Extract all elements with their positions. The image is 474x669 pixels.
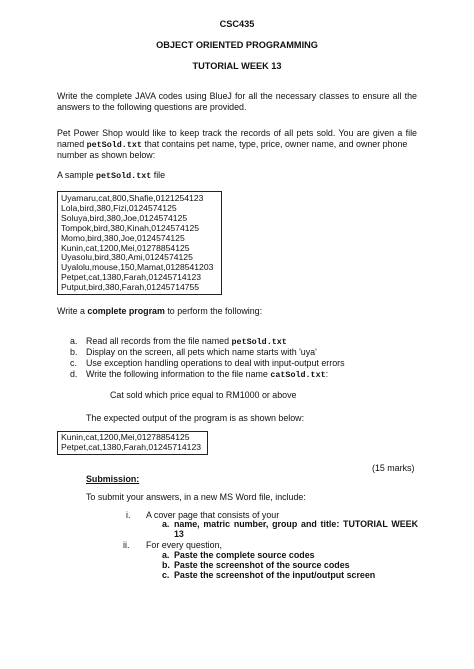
sample-label: A sample petSold.txt file [57, 170, 166, 181]
record-line: Kunin,cat,1200,Mei,01278854125 [61, 432, 190, 442]
course-code: CSC435 [219, 19, 255, 29]
task-item-letter: c. [70, 358, 77, 368]
submission-ii-letter: b. [162, 560, 170, 570]
task-item-c: Use exception handling operations to deal with input-output errors [86, 358, 345, 368]
submission-i-a-line1: name, matric number, group and title: TUTORIAL WEEK [174, 519, 418, 529]
submission-i-a-letter: a. [162, 519, 170, 529]
record-line: Momo,bird,380,Joe,0124574125 [61, 232, 185, 243]
submission-ii-item-b: Paste the screenshot of the source codes [174, 560, 350, 570]
sample-records-box [57, 191, 222, 295]
submission-ii-text: For every question, [146, 540, 222, 550]
intro-line-2: answers to the following questions are provided. [57, 102, 247, 112]
task-item-a: Read all records from the file named petSold.txt [86, 336, 287, 347]
task-item-letter: d. [70, 369, 78, 379]
file-name: petSold.txt [86, 140, 142, 150]
record-line: Soluya,bird,380,Joe,0124574125 [61, 212, 188, 223]
task-intro: Write a complete program to perform the following: [57, 306, 263, 316]
submission-i-num: i. [126, 510, 131, 520]
task-item-d: Write the following information to the file name catSold.txt: [86, 369, 329, 380]
record-line: Petpet,cat,1380,Farah,01245714123 [61, 272, 202, 283]
subject-title: OBJECT ORIENTED PROGRAMMING [156, 40, 318, 50]
submission-ii-item-a: Paste the complete source codes [174, 550, 315, 560]
submission-intro: To submit your answers, in a new MS Word file, include: [86, 492, 306, 502]
expected-label: The expected output of the program is as shown below: [86, 413, 305, 423]
submission-ii-item-c: Paste the screenshot of the input/output screen [174, 570, 376, 580]
record-line: Kunin,cat,1200,Mei,01278854125 [61, 242, 190, 253]
scenario-line-3: number as shown below: [57, 150, 156, 160]
record-line: Uyasolu,bird,380,Ami,0124574125 [61, 252, 193, 263]
record-line: Petpet,cat,1380,Farah,01245714123 [61, 441, 202, 452]
scenario-line-1: Pet Power Shop would like to keep track the records of all pets sold. You are given a file [57, 128, 417, 138]
record-line: Uyamaru,cat,800,Shafie,0121254123 [61, 193, 204, 203]
submission-heading: Submission: [86, 474, 140, 484]
expected-output-box [57, 431, 208, 455]
record-line: Putput,bird,380,Farah,01245714755 [61, 282, 200, 293]
file-name: petSold.txt [95, 171, 152, 181]
file-name: petSold.txt [231, 337, 287, 347]
record-line: Lola,bird,380,Fizi,0124574125 [61, 202, 177, 213]
task-item-letter: b. [70, 347, 78, 357]
submission-i-text: A cover page that consists of your [146, 510, 280, 520]
task-item-letter: a. [70, 336, 78, 346]
submission-ii-letter: a. [162, 550, 170, 560]
submission-i-a-line2: 13 [174, 529, 184, 539]
scenario-line-2: named petSold.txt that contains pet name, type, price, owner name, and owner phone [57, 139, 408, 150]
submission-ii-num: ii. [123, 540, 130, 550]
marks: (15 marks) [372, 463, 415, 473]
tutorial-title: TUTORIAL WEEK 13 [192, 61, 282, 71]
task-item-b: Display on the screen, all pets which name starts with 'uya' [86, 347, 317, 357]
submission-ii-letter: c. [162, 570, 170, 580]
file-name: catSold.txt [270, 370, 326, 380]
record-line: Tompok,bird,380,Kinah,0124574125 [61, 222, 200, 233]
record-line: Uyalolu,mouse,150,Mamat,0128541203 [61, 262, 214, 273]
cat-sold-info: Cat sold which price equal to RM1000 or above [110, 390, 297, 400]
intro-line-1: Write the complete JAVA codes using BlueJ for all the necessary classes to ensure all the [57, 91, 417, 101]
